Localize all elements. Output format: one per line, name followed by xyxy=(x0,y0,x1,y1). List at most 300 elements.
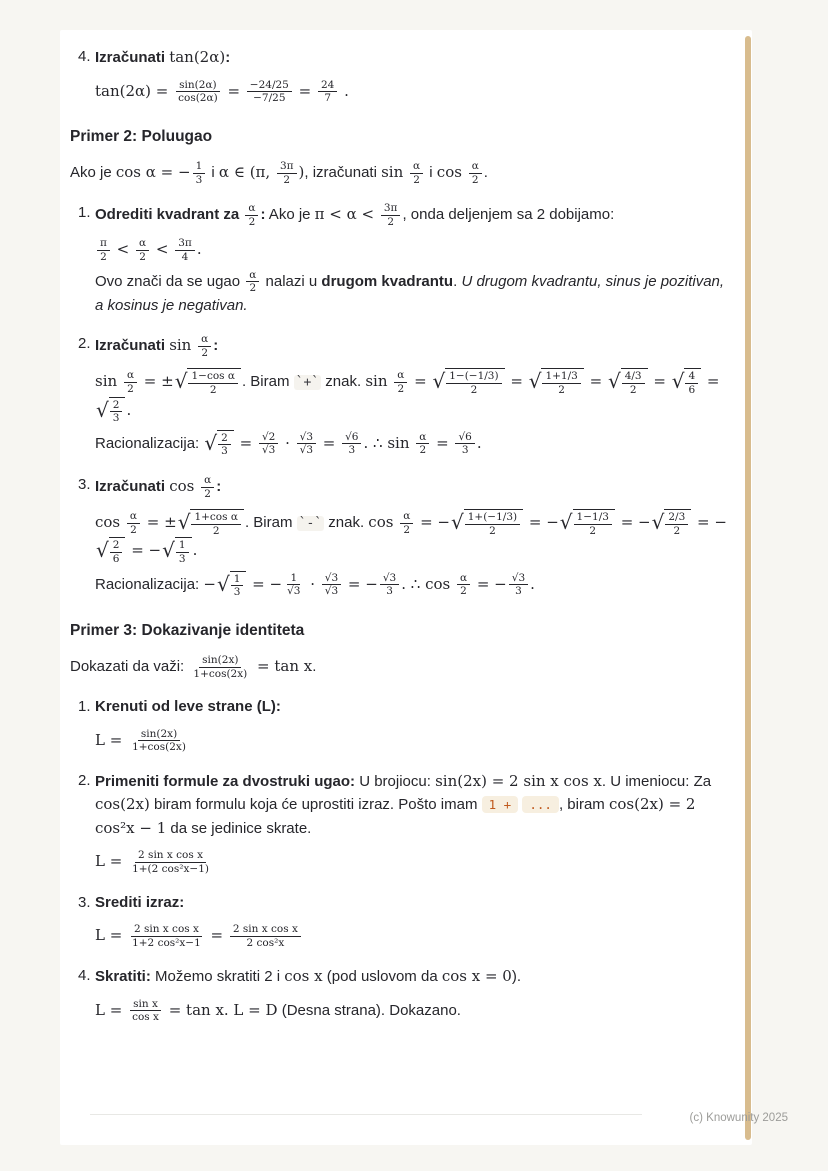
fraction-numerator: 2 sin x cos x xyxy=(131,923,202,937)
fraction-denominator: 2 xyxy=(673,524,681,537)
fraction-numerator: 1 xyxy=(193,160,206,174)
math-text: L = xyxy=(95,1000,128,1019)
bold-text: Krenuti od leve strane (L): xyxy=(95,698,281,716)
list-number: 1. xyxy=(78,204,91,222)
list-number: 4. xyxy=(78,48,91,65)
sqrt-body xyxy=(684,368,701,396)
radical-sign: √ xyxy=(651,510,665,535)
bold-text: Izračunati xyxy=(95,49,170,66)
fraction-numerator: α xyxy=(136,237,149,251)
fraction-denominator: 2 xyxy=(127,382,134,395)
fraction-numerator: 1−1/3 xyxy=(574,511,612,525)
fraction-numerator: α xyxy=(469,160,482,174)
math-text: · xyxy=(305,574,320,593)
list-item-content xyxy=(95,696,734,719)
fraction-denominator: 2 xyxy=(283,173,291,186)
sqrt-body xyxy=(541,368,583,396)
math-text: = xyxy=(702,372,720,391)
radical-sign: √ xyxy=(177,510,191,535)
bold-text: Odrediti kvadrant za xyxy=(95,206,244,224)
sqrt-expression xyxy=(175,368,241,396)
radical-sign: √ xyxy=(559,510,573,535)
text: Ovo znači da se ugao xyxy=(95,272,245,290)
math-text: = xyxy=(318,433,341,452)
math-text: . xyxy=(339,81,349,100)
math-text: = − xyxy=(247,574,283,593)
math-line xyxy=(95,509,734,565)
bold-text: Primer 3: Dokazivanje identiteta xyxy=(70,621,305,639)
math-text: π < α < xyxy=(314,205,379,224)
sqrt-expression xyxy=(608,368,648,396)
fraction-denominator: 2 xyxy=(249,282,257,295)
radical-sign: √ xyxy=(450,510,464,535)
math-text: = xyxy=(648,372,671,391)
bold-text: : xyxy=(213,337,219,355)
fraction-denominator: 3 xyxy=(195,173,203,186)
text: . xyxy=(483,164,488,181)
text: znak. xyxy=(324,514,369,532)
fraction-denominator: 2 xyxy=(589,524,597,537)
fraction-numerator: √3 xyxy=(297,431,316,445)
text: . xyxy=(312,658,317,675)
fraction-numerator: 3π xyxy=(381,202,401,216)
math-text: . ∴ sin xyxy=(363,433,415,452)
fraction-denominator: 1+2 cos²x−1 xyxy=(132,936,201,949)
math-line xyxy=(95,368,734,424)
fraction xyxy=(136,237,149,263)
fraction-denominator: 2 xyxy=(403,523,411,536)
math-text: tan(2α) xyxy=(169,48,226,66)
math-text: = tan x xyxy=(252,657,313,675)
fraction-numerator: √6 xyxy=(342,431,361,445)
fraction-numerator: α xyxy=(410,160,423,174)
fraction-denominator: 2 xyxy=(413,173,420,186)
fraction-numerator: α xyxy=(400,510,413,524)
fraction-denominator: 2 xyxy=(248,215,256,228)
math-text: < xyxy=(111,240,135,259)
fraction xyxy=(400,510,413,536)
fraction-numerator: α xyxy=(457,572,470,586)
fraction-denominator: 4 xyxy=(181,250,189,263)
math-line xyxy=(95,79,734,105)
fraction-denominator: 2 xyxy=(204,487,211,500)
sqrt-expression xyxy=(204,430,233,458)
fraction-numerator: √3 xyxy=(380,572,399,586)
fraction-denominator: 7 xyxy=(324,92,331,105)
radical-sign: √ xyxy=(174,369,188,394)
math-text: < xyxy=(151,240,174,259)
math-text: = − xyxy=(415,513,450,532)
fraction-denominator: 2 xyxy=(387,215,395,228)
fraction-denominator: 2 cos²x xyxy=(246,936,285,949)
list-item xyxy=(70,46,734,70)
text: . U imeniocu: Za xyxy=(601,772,712,790)
math-text: sin xyxy=(365,372,393,391)
radical-sign: √ xyxy=(432,369,446,394)
paragraph xyxy=(95,571,734,599)
math-text: ) xyxy=(298,163,305,181)
bold-text: Skratiti: xyxy=(95,968,151,986)
fraction xyxy=(297,431,316,457)
fraction-denominator: 3 xyxy=(461,444,469,457)
fraction-numerator: √6 xyxy=(455,431,474,445)
math-text: cos(2x) = 2 cos²x − 1 xyxy=(95,795,696,837)
list-item-content xyxy=(95,770,734,841)
inline-code-chip: 1 + xyxy=(482,796,519,813)
fraction-numerator: 1+1/3 xyxy=(542,370,580,384)
radical-sign: √ xyxy=(96,538,109,563)
fraction-numerator: 2 sin x cos x xyxy=(230,923,301,937)
list-item-content xyxy=(95,46,734,70)
fraction xyxy=(380,572,399,598)
radical-sign: √ xyxy=(528,369,542,394)
sqrt-body xyxy=(664,509,691,537)
list-number: 1. xyxy=(78,698,91,716)
text: . Biram xyxy=(244,514,297,532)
fraction xyxy=(129,728,189,754)
text: da se jedinice skrate. xyxy=(166,819,312,837)
fraction-denominator: 2 xyxy=(397,382,405,395)
fraction xyxy=(129,923,204,949)
italic-text: U drugom kvadrantu, sinus je pozitivan, a kosinus je negativan. xyxy=(95,272,725,314)
fraction-denominator: √3 xyxy=(324,585,339,598)
text: Racionalizacija: xyxy=(95,434,204,452)
fraction-numerator: 1+(−1/3) xyxy=(465,511,520,525)
radical-sign: √ xyxy=(607,369,621,394)
list-item xyxy=(70,770,734,841)
fraction-numerator: 4/3 xyxy=(622,370,645,384)
fraction-denominator: cos x xyxy=(132,1011,159,1024)
paragraph xyxy=(95,269,734,318)
text: znak. xyxy=(321,373,366,391)
fraction-denominator: 1+cos(2x) xyxy=(132,741,186,754)
math-line xyxy=(95,998,734,1024)
fraction-numerator: α xyxy=(246,269,259,283)
fraction-denominator: −7/25 xyxy=(253,92,286,105)
bold-text: Primer 2: Poluugao xyxy=(70,127,213,145)
list-item xyxy=(70,333,734,359)
math-text: . ∴ cos xyxy=(401,574,455,593)
fraction xyxy=(201,474,214,500)
fraction xyxy=(198,333,211,359)
fraction-denominator: 2 xyxy=(201,346,209,359)
text: i xyxy=(207,164,219,181)
fraction-denominator: 2 xyxy=(489,524,496,537)
math-line xyxy=(95,923,734,949)
fraction xyxy=(277,160,297,186)
sqrt-expression xyxy=(217,571,246,599)
fraction-denominator: 2 xyxy=(471,173,479,186)
sqrt-expression xyxy=(96,397,125,425)
fraction xyxy=(622,370,645,396)
math-text: = − xyxy=(126,541,162,560)
fraction xyxy=(685,370,698,396)
math-text: tan(2α) = xyxy=(95,81,174,100)
fraction xyxy=(318,79,337,105)
fraction-numerator: 1 xyxy=(231,573,244,587)
document-card xyxy=(60,30,752,1145)
sqrt-body xyxy=(621,368,648,396)
fraction-numerator: 3π xyxy=(277,160,297,174)
text: nalazi u xyxy=(261,272,322,290)
fraction-denominator: 2 xyxy=(460,585,467,598)
fraction-numerator: √2 xyxy=(259,431,278,445)
fraction-denominator: 2 xyxy=(139,250,146,263)
list-number: 2. xyxy=(78,335,91,353)
math-text: cos α = − xyxy=(115,163,191,181)
sqrt-body xyxy=(573,509,615,537)
fraction-denominator: 6 xyxy=(688,383,696,396)
sqrt-expression xyxy=(529,368,584,396)
fraction xyxy=(97,237,110,263)
fraction-numerator: α xyxy=(416,431,429,445)
math-text: = xyxy=(505,372,528,391)
fraction-numerator: 1 xyxy=(176,539,189,553)
math-text: = xyxy=(234,433,257,452)
text: Ako je xyxy=(265,206,315,224)
fraction xyxy=(188,370,238,396)
sqrt-body xyxy=(175,537,192,565)
fraction-numerator: 1 xyxy=(287,572,300,586)
fraction-numerator: √3 xyxy=(509,572,528,586)
fraction xyxy=(457,572,470,598)
bold-text: : xyxy=(260,206,266,224)
math-text: L = xyxy=(95,852,128,871)
fraction-numerator: α xyxy=(124,369,137,383)
fraction-numerator: α xyxy=(198,333,211,347)
fraction-denominator: 2 xyxy=(419,444,427,457)
sqrt-body xyxy=(217,430,234,458)
text: . xyxy=(453,272,462,290)
fraction-denominator: 3 xyxy=(233,586,241,599)
math-text: cos xyxy=(95,513,125,532)
text: biram formulu koja će uprostiti izraz. Pošto imam xyxy=(149,796,482,814)
list-item-content xyxy=(95,202,734,228)
math-text: L = xyxy=(95,730,128,749)
text: , biram xyxy=(558,796,609,814)
sqrt-body xyxy=(464,509,523,537)
fraction-denominator: 1+(2 cos²x−1) xyxy=(132,862,209,875)
text: . Biram xyxy=(241,373,294,391)
math-text: − xyxy=(203,574,216,593)
fraction xyxy=(175,79,221,105)
fraction xyxy=(246,269,259,295)
fraction xyxy=(218,432,231,458)
fraction xyxy=(455,431,474,457)
fraction-denominator: 2 xyxy=(130,523,137,536)
list-number: 3. xyxy=(78,893,91,911)
fraction-numerator: 1+cos α xyxy=(191,511,241,525)
list-item-content xyxy=(95,474,734,500)
fraction-denominator: 2 xyxy=(100,250,107,263)
sqrt-body xyxy=(190,509,244,537)
sqrt-expression xyxy=(96,537,125,565)
fraction-numerator: 1−(−1/3) xyxy=(446,370,501,384)
fraction-denominator: √3 xyxy=(287,585,301,598)
list-item-content xyxy=(95,333,734,359)
math-text: = − xyxy=(524,513,559,532)
inline-code-chip: ... xyxy=(522,796,559,813)
fraction xyxy=(416,431,429,457)
fraction xyxy=(190,654,250,680)
list-item xyxy=(70,696,734,719)
text: (Desna strana). Dokazano. xyxy=(277,1001,461,1019)
fraction-numerator: π xyxy=(97,237,110,251)
fraction-denominator: 2 xyxy=(209,383,217,396)
math-text: cos(2x) xyxy=(95,795,150,814)
text: i xyxy=(425,164,437,181)
fraction-denominator: 3 xyxy=(348,444,356,457)
math-text: = − xyxy=(615,513,651,532)
fraction xyxy=(193,160,206,186)
fraction-numerator: α xyxy=(245,202,258,216)
fraction-denominator: √3 xyxy=(261,444,276,457)
fraction xyxy=(410,160,423,186)
fraction xyxy=(110,399,123,425)
math-text: = ± xyxy=(139,372,174,391)
bold-text: drugom kvadrantu xyxy=(321,272,454,290)
fraction xyxy=(284,572,303,598)
math-text: = xyxy=(222,81,245,100)
fraction xyxy=(509,572,528,598)
fraction-numerator: 3π xyxy=(175,237,195,251)
bold-text: : xyxy=(225,49,231,66)
fraction-numerator: √3 xyxy=(322,572,341,586)
math-text: cos xyxy=(368,513,399,532)
list-item-content xyxy=(95,892,734,915)
math-text: cos x xyxy=(284,967,323,986)
fraction xyxy=(446,370,501,396)
fraction-denominator: 3 xyxy=(221,445,228,458)
math-text: = xyxy=(293,81,316,100)
fraction-denominator: cos(2α) xyxy=(178,92,218,105)
bold-text: Primeniti formule za dvostruki ugao: xyxy=(95,772,356,790)
math-line xyxy=(95,237,734,263)
fraction xyxy=(574,511,612,537)
fraction-numerator: 2 xyxy=(110,539,123,553)
math-text: . xyxy=(126,400,132,419)
fraction-denominator: 2 xyxy=(558,383,565,396)
fraction-numerator: sin x xyxy=(130,998,161,1012)
math-text: sin xyxy=(95,372,122,391)
sqrt-expression xyxy=(560,509,615,537)
math-text: cos xyxy=(436,163,467,181)
section-heading xyxy=(70,619,734,642)
sqrt-expression xyxy=(178,509,244,537)
radical-sign: √ xyxy=(204,430,218,455)
sqrt-body xyxy=(109,397,126,425)
math-text: = ± xyxy=(142,513,177,532)
fraction-numerator: α xyxy=(201,474,214,488)
radical-sign: √ xyxy=(671,369,685,394)
fraction-denominator: 6 xyxy=(112,552,120,565)
fraction xyxy=(465,511,520,537)
math-text: sin(2x) = 2 sin x cos x xyxy=(435,771,602,790)
list-item xyxy=(70,202,734,228)
scrollbar-thumb[interactable] xyxy=(745,36,751,1140)
fraction xyxy=(247,79,292,105)
paragraph xyxy=(70,654,734,680)
fraction-numerator: 2 sin x cos x xyxy=(135,849,206,863)
bold-text: Izračunati xyxy=(95,478,170,495)
sqrt-expression xyxy=(162,537,191,565)
math-text: = − xyxy=(472,574,507,593)
list-number: 3. xyxy=(78,475,91,493)
math-text: = xyxy=(584,372,607,391)
math-text: = xyxy=(409,372,432,391)
inline-code: `+` xyxy=(295,375,320,391)
text: (pod uslovom da xyxy=(322,968,442,986)
math-text: . xyxy=(196,240,202,259)
fraction-numerator: 1−cos α xyxy=(188,370,238,384)
text: Možemo skratiti 2 i xyxy=(150,968,285,986)
fraction xyxy=(342,431,361,457)
fraction xyxy=(124,369,137,395)
copyright: (c) Knowunity 2025 xyxy=(689,1112,788,1124)
sqrt-body xyxy=(445,368,504,396)
paragraph xyxy=(70,160,734,186)
math-line xyxy=(95,728,734,754)
sqrt-body xyxy=(109,537,126,565)
math-text: cos x = 0 xyxy=(441,967,512,986)
list-item-content xyxy=(95,965,734,989)
fraction-numerator: 24 xyxy=(318,79,337,93)
list-item xyxy=(70,892,734,915)
fraction-denominator: 2 xyxy=(470,383,478,396)
fraction xyxy=(127,510,140,536)
fraction-numerator: 2/3 xyxy=(665,511,688,525)
math-text: = xyxy=(431,433,454,452)
list-number: 2. xyxy=(78,771,91,789)
fraction-numerator: −24/25 xyxy=(247,79,292,93)
fraction-denominator: 3 xyxy=(178,552,186,565)
text: ). xyxy=(511,968,522,986)
fraction-denominator: √3 xyxy=(299,444,313,457)
sqrt-expression xyxy=(451,509,523,537)
math-text: . xyxy=(476,433,482,452)
fraction-numerator: α xyxy=(127,510,140,524)
sqrt-expression xyxy=(672,368,701,396)
fraction xyxy=(191,511,241,537)
fraction-denominator: 3 xyxy=(112,412,120,425)
list-number: 4. xyxy=(78,967,91,985)
fraction-numerator: 2 xyxy=(110,399,123,413)
math-text: sin xyxy=(381,163,409,181)
fraction xyxy=(231,573,244,599)
fraction xyxy=(381,202,401,228)
math-line xyxy=(95,849,734,875)
fraction xyxy=(394,369,407,395)
math-text: sin xyxy=(169,336,197,355)
list-item xyxy=(70,474,734,500)
text: Ako je xyxy=(70,164,116,181)
inline-code: `-` xyxy=(298,516,323,532)
math-text: = xyxy=(205,926,228,945)
sqrt-body xyxy=(187,368,241,396)
text: , onda deljenjem sa 2 dobijamo: xyxy=(402,206,615,224)
text: Racionalizacija: xyxy=(95,575,204,593)
paragraph xyxy=(95,430,734,458)
math-text: cos xyxy=(169,477,200,495)
radical-sign: √ xyxy=(216,571,230,596)
math-text: · xyxy=(280,433,295,452)
math-text: L = xyxy=(95,926,128,945)
document-content xyxy=(60,30,752,1024)
sqrt-expression xyxy=(652,509,692,537)
fraction-numerator: sin(2α) xyxy=(176,79,219,93)
fraction-denominator: 3 xyxy=(515,585,522,598)
fraction-denominator: 1+cos(2x) xyxy=(193,667,248,680)
